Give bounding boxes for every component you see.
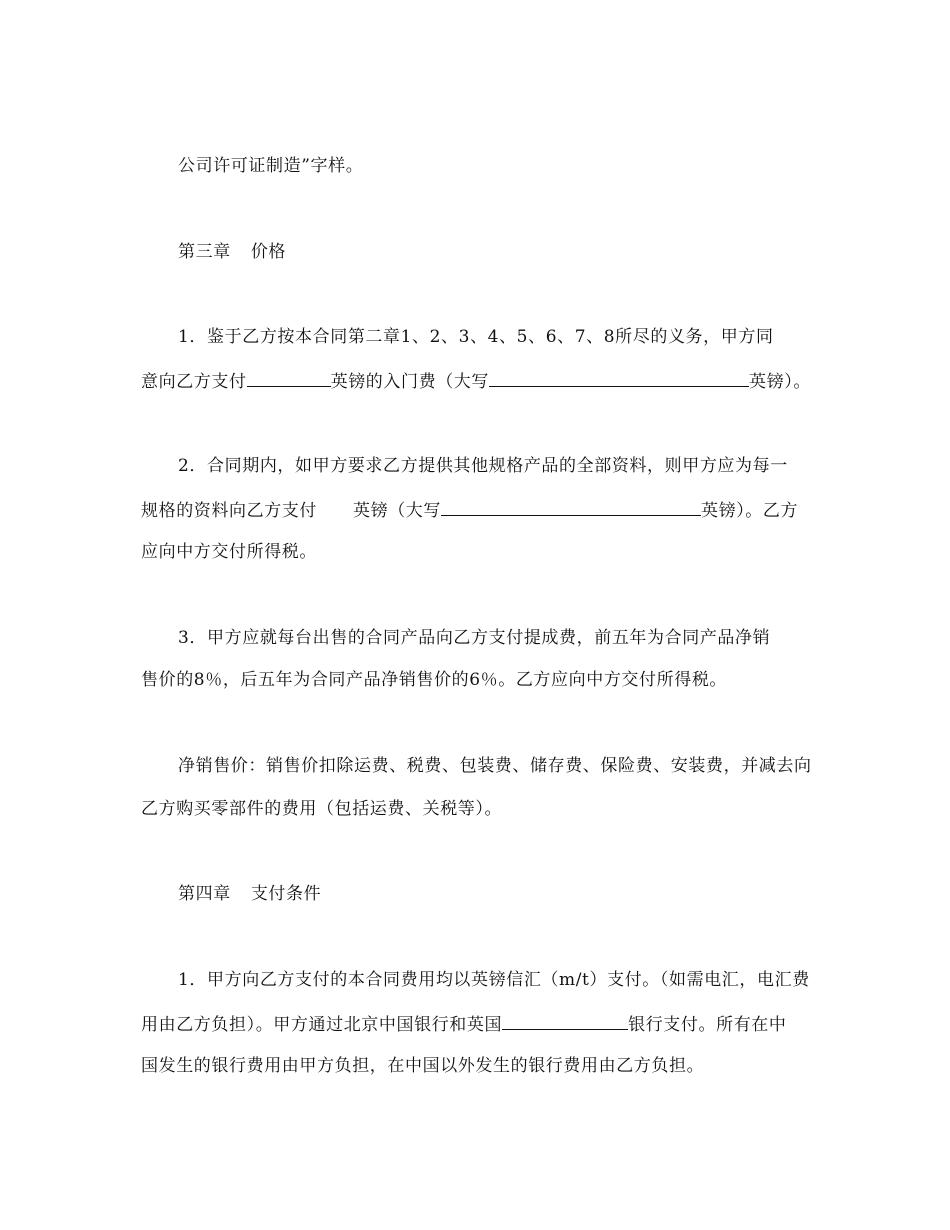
paragraph-line xyxy=(141,498,821,522)
text-span: 用由乙方负担）。甲方通过北京中国银行和英国 xyxy=(141,1015,503,1035)
text-span: 英镑）。乙方 xyxy=(701,501,799,521)
text-span: 售价的8％，后五年为合同产品净销售价的6％。乙方应向中方交付所得税。 xyxy=(141,670,728,690)
chapter-number: 第四章 xyxy=(178,884,231,904)
fill-in-blank[interactable] xyxy=(489,369,749,387)
text-span: 英镑（大写 xyxy=(353,501,441,521)
paragraph-line xyxy=(178,326,858,348)
text-span: 意向乙方支付 xyxy=(141,372,247,392)
paragraph-line xyxy=(178,755,858,777)
text-span: 1．甲方向乙方支付的本合同费用均以英镑信汇（m/t）支付。（如需电汇，电汇费 xyxy=(178,970,810,990)
paragraph-line xyxy=(141,1012,821,1036)
text-span: 银行支付。所有在中 xyxy=(628,1015,787,1035)
text-span: 国发生的银行费用由甲方负担，在中国以外发生的银行费用由乙方负担。 xyxy=(141,1056,705,1076)
text-span: 英镑的入门费（大写 xyxy=(330,372,490,392)
text-span: 应向中方交付所得税。 xyxy=(141,542,317,562)
paragraph-line xyxy=(141,798,821,820)
chapter-number: 第三章 xyxy=(178,242,231,262)
text-span: 净销售价：销售价扣除运费、税费、包装费、储存费、保险费、安装费，并减去向 xyxy=(178,756,812,776)
text-span: 3．甲方应就每台出售的合同产品向乙方支付提成费，前五年为合同产品净销 xyxy=(178,628,771,648)
text-span: 1．鉴于乙方按本合同第二章1、2、3、4、5、6、7、8所尽的义务，甲方同 xyxy=(178,327,774,347)
paragraph-line xyxy=(141,669,821,691)
paragraph-line xyxy=(141,541,821,563)
text-span: 2．合同期内，如甲方要求乙方提供其他规格产品的全部资料，则甲方应为每一 xyxy=(178,456,788,476)
paragraph-line xyxy=(141,1055,821,1077)
chapter-title: 支付条件 xyxy=(250,884,322,904)
fill-in-blank[interactable] xyxy=(247,369,331,387)
text-span: 乙方购买零部件的费用（包括运费、关税等）。 xyxy=(141,799,503,819)
text-span: 英镑）。 xyxy=(749,372,811,392)
chapter-heading xyxy=(178,883,858,905)
paragraph-line xyxy=(178,969,858,991)
paragraph-line xyxy=(178,455,858,477)
chapter-title: 价格 xyxy=(250,242,287,262)
paragraph-line xyxy=(178,155,858,177)
chapter-heading xyxy=(178,241,858,263)
text-span: 规格的资料向乙方支付 xyxy=(141,501,317,521)
fill-in-blank[interactable] xyxy=(502,1012,628,1030)
fill-in-blank[interactable] xyxy=(441,498,701,516)
paragraph-line xyxy=(141,369,821,393)
paragraph-line xyxy=(178,627,858,649)
text-span: 公司许可证制造”字样。 xyxy=(178,156,364,176)
